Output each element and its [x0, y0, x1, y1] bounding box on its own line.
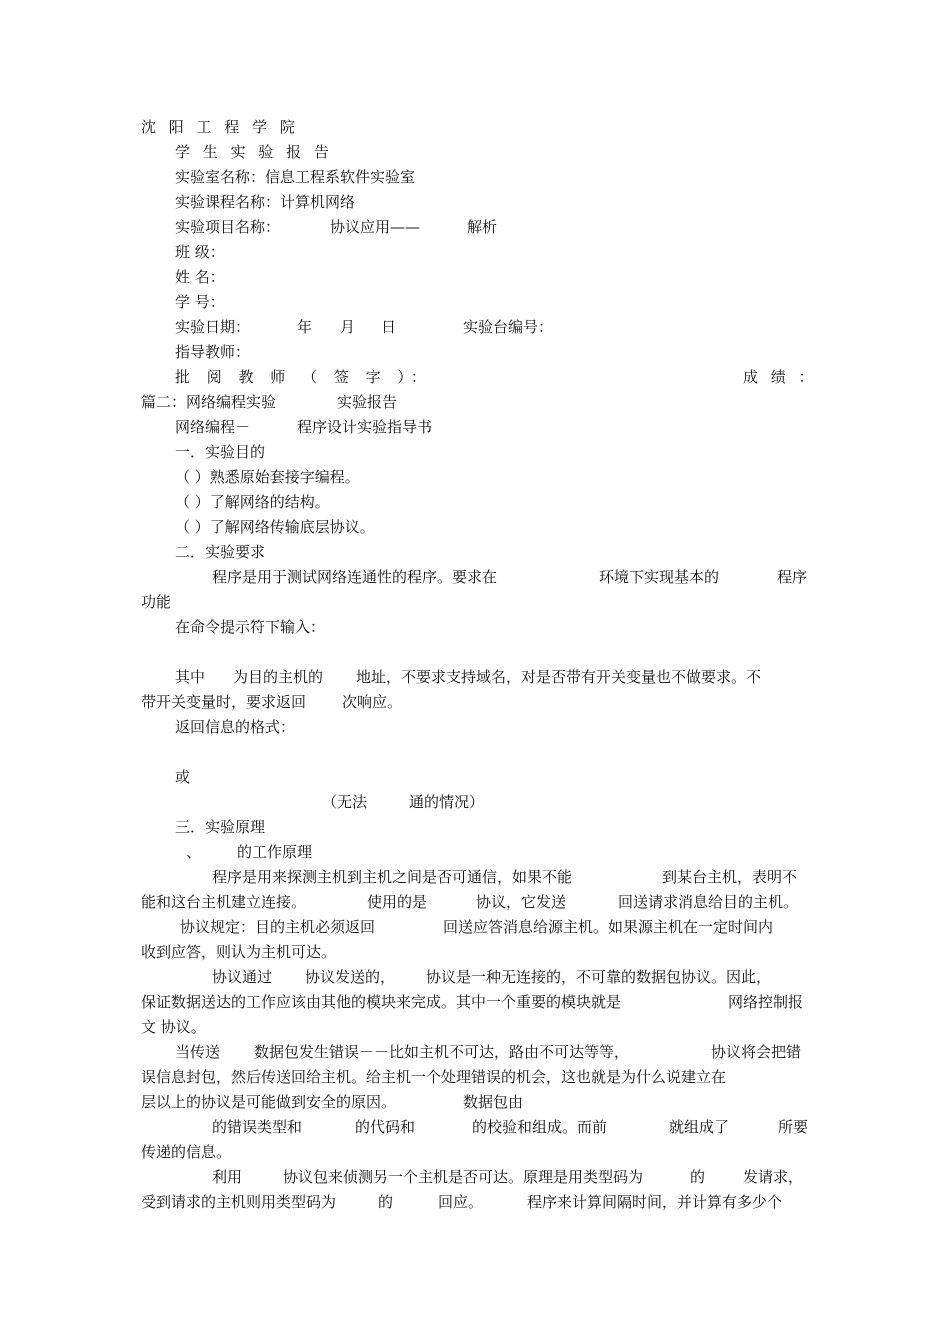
body-text: 协议是一种无连接的，不可靠的数据包协议。因此， — [426, 968, 772, 986]
principle-heading: 三．实验原理 — [175, 818, 266, 836]
or-line: 或 — [175, 768, 191, 786]
fail-text: 通的情况） — [409, 793, 485, 811]
section2-title-b: 实验报告 — [337, 393, 398, 411]
req-text: 功能 — [141, 593, 172, 611]
body-text: 协议包来侦测另一个主机是否可达。原理是用类型码为 — [283, 1168, 644, 1186]
body-text: 层以上的协议是可能做到安全的原因。 — [141, 1093, 397, 1111]
req-text: 环境下实现基本的 — [599, 568, 720, 586]
body-text: 受到请求的主机则用类型码为 — [141, 1193, 337, 1211]
body-text: 协议将会把错 — [711, 1043, 802, 1061]
score-label: 成 绩 ： — [743, 368, 818, 386]
req-text: 程序是用于测试网络连通性的程序。要求在 — [212, 568, 498, 586]
goal-item: （ ）了解网络传输底层协议。 — [175, 518, 375, 536]
guide-title-a: 网络编程－ — [175, 418, 251, 436]
date-label: 实验日期： — [175, 318, 251, 336]
project-label: 实验项目名称： — [175, 218, 281, 236]
body-text: 所要 — [778, 1118, 809, 1136]
body-text: 文 协议。 — [141, 1018, 206, 1036]
goal-item: （ ）了解网络的结构。 — [175, 493, 330, 511]
body-text: 就组成了 — [669, 1118, 730, 1136]
body-text: 的 — [378, 1193, 394, 1211]
req-text: 程序 — [777, 568, 808, 586]
req-text: 次响应。 — [342, 693, 403, 711]
goal-heading: 一．实验目的 — [175, 443, 266, 461]
guide-title-b: 程序设计实验指导书 — [297, 418, 433, 436]
req-text: 带开关变量时，要求返回 — [141, 693, 307, 711]
body-text: 到某台主机，表明不 — [662, 868, 798, 886]
project-part2: 解析 — [467, 218, 498, 236]
class-label: 班 级： — [175, 243, 225, 261]
date-month: 月 — [340, 318, 356, 336]
body-text: 回应。 — [438, 1193, 484, 1211]
body-text: 发请求， — [743, 1168, 804, 1186]
requirement-heading: 二．实验要求 — [175, 543, 266, 561]
body-text: 的代码和 — [355, 1118, 416, 1136]
fail-text: （无法 — [322, 793, 368, 811]
body-text: 协议发送的， — [305, 968, 396, 986]
body-text: 的校验和组成。而前 — [472, 1118, 608, 1136]
body-text: 保证数据送达的工作应该由其他的模块来完成。其中一个重要的模块就是 — [141, 993, 622, 1011]
body-text: 程序来计算间隔时间，并计算有多少个 — [527, 1193, 783, 1211]
date-day: 日 — [381, 318, 397, 336]
body-text: 能和这台主机建立连接。 — [141, 893, 307, 911]
name-label: 姓 名： — [175, 268, 225, 286]
body-text: 收到应答，则认为主机可达。 — [141, 943, 337, 961]
goal-item: （ ）熟悉原始套接字编程。 — [175, 468, 360, 486]
return-format-line: 返回信息的格式： — [175, 718, 296, 736]
report-title: 学 生 实 验 报 告 — [175, 143, 333, 161]
body-text: 回送请求消息给目的主机。 — [618, 893, 799, 911]
lab-room-line: 实验室名称：信息工程系软件实验室 — [175, 168, 416, 186]
body-text: 数据包由 — [463, 1093, 524, 1111]
school-name: 沈 阳 工 程 学 院 — [141, 118, 299, 136]
principle-subheading: 、 — [186, 843, 202, 861]
body-text: 使用的是 — [367, 893, 428, 911]
req-text: 地址，不要求支持域名，对是否带有开关变量也不做要求。不 — [356, 668, 762, 686]
section2-title-a: 篇二：网络编程实验 — [141, 393, 277, 411]
student-id-label: 学 号： — [175, 293, 225, 311]
teacher-label: 指导教师： — [175, 343, 251, 361]
body-text: 数据包发生错误－－比如主机不可达，路由不可达等等， — [254, 1043, 630, 1061]
body-text: 协议通过 — [212, 968, 273, 986]
project-part1: 协议应用—— — [330, 218, 421, 236]
body-text: 当传送 — [175, 1043, 221, 1061]
body-text: 误信息封包，然后传送回给主机。给主机一个处理错误的机会，这也就是为什么说建立在 — [141, 1068, 727, 1086]
principle-subheading: 的工作原理 — [237, 843, 313, 861]
bench-label: 实验台编号： — [463, 318, 554, 336]
body-text: 协议规定：目的主机必须返回 — [180, 918, 376, 936]
body-text: 回送应答消息给源主机。如果源主机在一定时间内 — [443, 918, 774, 936]
body-text: 的错误类型和 — [212, 1118, 303, 1136]
reviewer-label: 批 阅 教 师 （ 签 字 ）： — [175, 368, 432, 386]
body-text: 的 — [690, 1168, 706, 1186]
req-text: 其中 — [175, 668, 206, 686]
body-text: 传递的信息。 — [141, 1143, 232, 1161]
body-text: 协议，它发送 — [476, 893, 567, 911]
command-prompt-line: 在命令提示符下输入： — [175, 618, 326, 636]
date-year: 年 — [297, 318, 313, 336]
body-text: 程序是用来探测主机到主机之间是否可通信，如果不能 — [212, 868, 573, 886]
body-text: 网络控制报 — [728, 993, 804, 1011]
req-text: 为目的主机的 — [233, 668, 324, 686]
body-text: 利用 — [212, 1168, 243, 1186]
course-line: 实验课程名称：计算机网络 — [175, 193, 356, 211]
